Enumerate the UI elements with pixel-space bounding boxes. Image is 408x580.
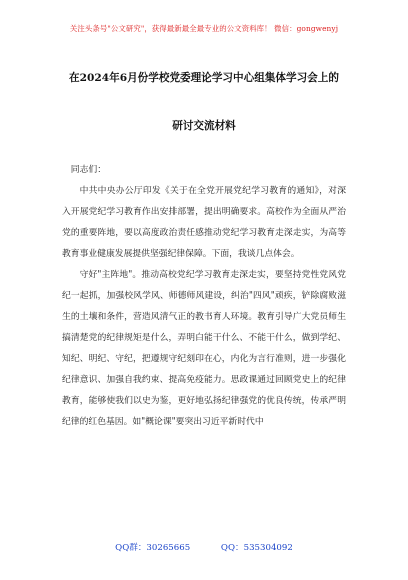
document-subtitle: 研讨交流材料 <box>172 120 236 132</box>
greeting: 同志们： <box>70 165 106 175</box>
document-title: 在2024年6月份学校党委理论学习中心组集体学习会上的 <box>69 72 339 84</box>
header-banner: 关注头条号"公文研究"，获得最新最全最专业的公文资料库！ 微信：gongwenyj <box>69 24 339 33</box>
footer-qq-group: QQ群：30265665 <box>115 543 191 553</box>
footer-contact <box>0 541 408 553</box>
document-body <box>62 160 346 433</box>
footer-qq: QQ：535304092 <box>220 543 293 553</box>
paragraph-2: 守好"主阵地"。推动高校党纪学习教育走深走实，要坚持党性党风党纪一起抓，加强校风学风、师德师风建设，纠治"四风"顽疾，铲除腐败滋生的土壤和条件，营造风清气正的教书育人环境。教育引导广大党员师生搞清楚党的纪律规矩是什么，弄明白能干什么、不能干什么，做到学纪、知纪、明纪、守纪，把遵规守纪刻印在心，内化为言行准则，进一步强化纪律意识、加强自我约束、提高免疫能力。思政课通过回顾党史上的纪律教育，能够使我们以史为鉴，更好地弘扬纪律强党的优良传统，传承严明纪律的红色基因。如"概论课"要突出习近平新时代中 <box>62 270 346 427</box>
paragraph-1: 中共中央办公厅印发《关于在全党开展党纪学习教育的通知》，对深入开展党纪学习教育作出安排部署，提出明确要求。高校作为全面从严治党的重要阵地，要以高度政治责任感推动党纪学习教育走深走实，为高等教育事业健康发展提供坚强纪律保障。下面，我谈几点体会。 <box>62 186 346 259</box>
